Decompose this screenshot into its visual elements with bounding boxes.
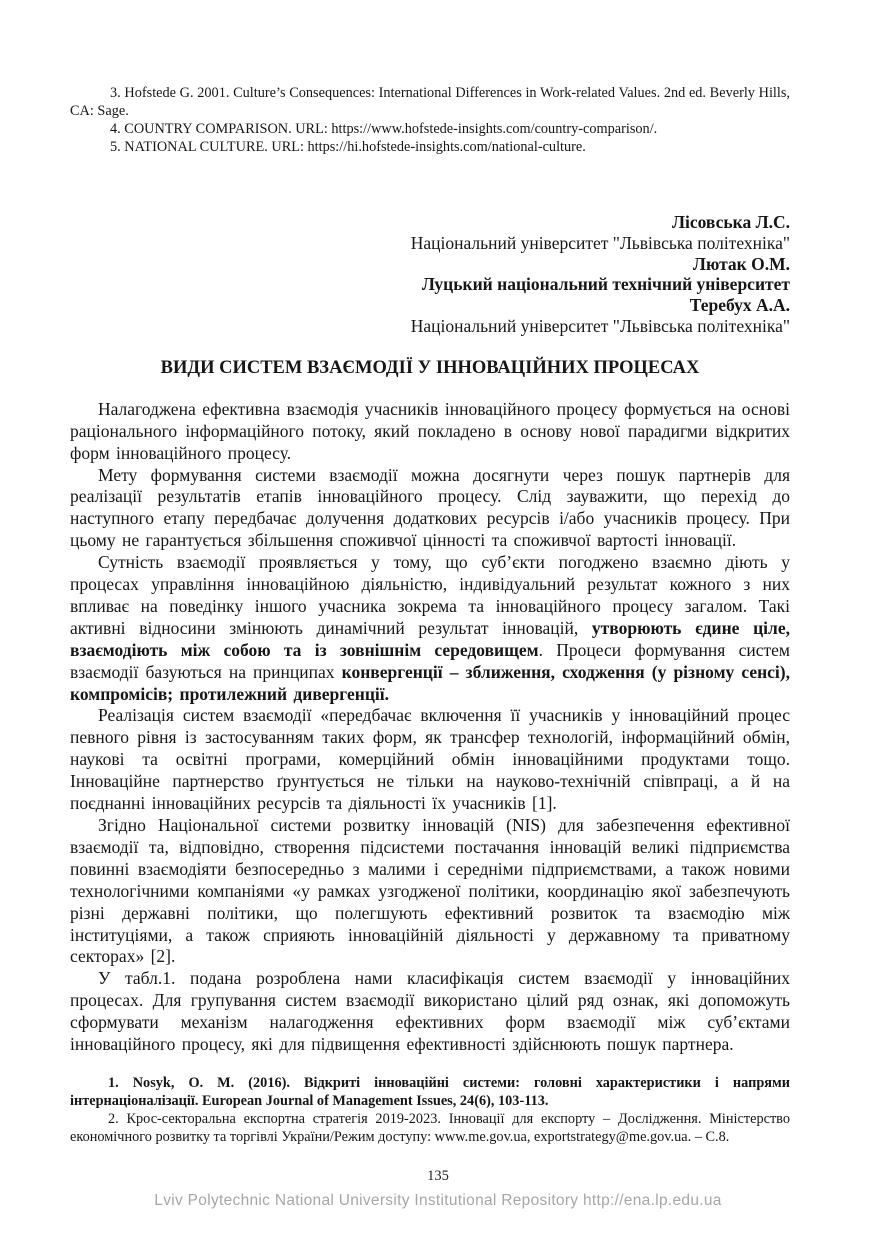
author-name: Лютак О.М. <box>692 253 790 274</box>
author-affiliation: Національний університет "Львівська політехніка" <box>410 315 790 336</box>
reference-item-2: 2. Крос-секторальна експортна стратегія 2019-2023. Інновації для експорту – Дослідження. Міністерство економічного розвитку та торгівлі України/Режим доступу: www.me.gov.ua, exportstrategy@me.gov.ua. – С.8. <box>70 1110 790 1145</box>
page-number: 135 <box>427 1168 449 1184</box>
author-affiliation: Національний університет "Львівська політехніка" <box>410 232 790 253</box>
paragraph-3-bold-phrase: конвергенції – зближення, сходження (у різному сенсі), компромісів; протилежний дивергенції. <box>70 661 791 704</box>
reference-item-4: 4. COUNTRY COMPARISON. URL: https://www.hofstede-insights.com/country-comparison/. <box>110 121 658 137</box>
repository-watermark: Lviv Polytechnic National University Institutional Repository http://ena.lp.edu.ua <box>154 1192 722 1209</box>
author-affiliation: Луцький національний технічний університет <box>421 274 790 295</box>
author-block <box>70 212 790 337</box>
bottom-reference-list <box>70 1074 790 1146</box>
author-name: Лісовська Л.С. <box>671 212 790 232</box>
paragraph-2: Мету формування системи взаємодії можна досягнути через пошук партнерів для реалізації результатів етапів інноваційного процесу. Слід зауважити, що перехід до наступного етапу передбачає долучення додаткових ресурсів і/або учасників процесу. При цьому не гарантується збільшення споживчої цінності та споживчої вартості інновації. <box>70 464 790 551</box>
paragraph-3 <box>70 552 790 705</box>
paragraph-1: Налагоджена ефективна взаємодія учасників інноваційного процесу формується на основі раціонального інформаційного потоку, який покладено в основу нової парадигми відкритих форм інноваційного процесу. <box>70 398 790 463</box>
reference-item-3: 3. Hofstede G. 2001. Culture’s Consequences: International Differences in Work-related Values. 2nd ed. Beverly Hills, CA: Sage. <box>70 85 790 119</box>
article-title: ВИДИ СИСТЕМ ВЗАЄМОДІЇ У ІННОВАЦІЙНИХ ПРОЦЕСАХ <box>160 357 700 378</box>
reference-item-5: 5. NATIONAL CULTURE. URL: https://hi.hofstede-insights.com/national-culture. <box>110 139 586 155</box>
paragraph-6: У табл.1. подана розроблена нами класифікація систем взаємодії у інноваційних процесах. Для групування систем взаємодії використано цілий ряд ознак, які допоможуть сформувати механізм налагодження ефективних форм взаємодії між суб’єктами інноваційного процесу, які для підвищення ефективності здійснюють пошук партнера. <box>70 968 790 1055</box>
paragraph-3-bold-phrase: утворюють єдине ціле, взаємодіють між собою та із зовнішнім середовищем <box>70 617 790 660</box>
paragraph-3-text: Сутність взаємодії проявляється у тому, що суб’єкти погоджено взаємно діють у процесах управління інноваційною діяльністю, індивідуальний результат кожного з них впливає на поведінку іншого учасника зокрема та інноваційного процесу загалом. Такі активні відносини змінюють динамічний результат інновацій, <box>70 552 790 638</box>
article-body <box>70 399 790 1056</box>
top-reference-list <box>70 84 790 156</box>
author-name: Теребух А.А. <box>689 295 790 316</box>
paragraph-5: Згідно Національної системи розвитку інновацій (NIS) для забезпечення ефективної взаємодії та, відповідно, створення підсистеми постачання інновацій великі підприємства повинні взаємодіяти безпосередньо з малими і середніми підприємствами, а також новими технологічними компаніями «у рамках узгодженої політики, координацію якої забезпечують різні державні політики, що полегшують ефективний розвиток та взаємодію між інституціями, а також сприяють інноваційній діяльності у державному та приватному секторах» [2]. <box>70 815 790 967</box>
reference-item-1: 1. Nosyk, O. M. (2016). Відкриті інноваційні системи: головні характеристики і напрями інтернаціоналізації. European Journal of Management Issues, 24(6), 103-113. <box>70 1074 790 1109</box>
paragraph-4: Реалізація систем взаємодії «передбачає включення її учасників у інноваційний процес певного рівня із застосуванням таких форм, як трансфер технологій, інформаційний обмін, наукові та освітні програми, комерційний обмін інноваційними продуктами тощо. Інноваційне партнерство ґрунтується не тільки на науково-технічній співпраці, а й на поєднанні інноваційних ресурсів та діяльності їх учасників [1]. <box>70 705 790 814</box>
page-content <box>70 84 790 1146</box>
paragraph-3-text: . Процеси формування систем взаємодії базуються на принципах <box>70 639 790 682</box>
